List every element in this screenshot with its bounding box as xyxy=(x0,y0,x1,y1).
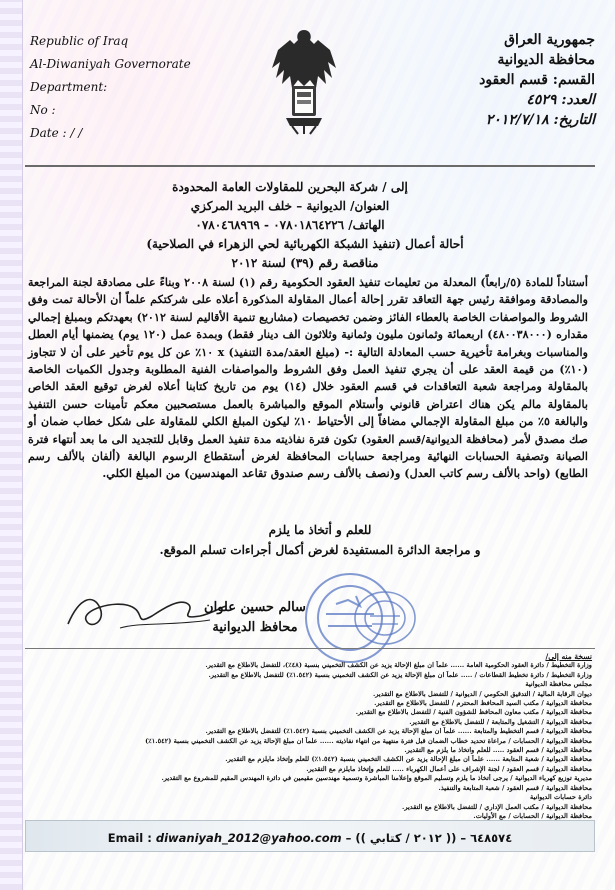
copies-item: محافظة الديوانية / قسم العقود / شعبة المتابعة والتنفيذ. xyxy=(438,783,592,792)
copies-item: وزارة التخطيط / دائرة تخطيط القطاعات / ..... علماً ان مبلغ الإحالة يزيد عن الكشف التخميني بنسبة (١.٥٤٢٪) للتفضل بالاطلاع مع التقدير. xyxy=(208,670,592,679)
addressee-block xyxy=(145,178,435,235)
footer-email-label: Email : xyxy=(107,831,152,845)
copies-divider xyxy=(25,648,595,649)
copies-header: نسخة منه إلى/ xyxy=(545,652,592,661)
addressee-to: إلى / شركة البحرين للمقاولات العامة المحدودة xyxy=(172,180,408,194)
copies-item: دائرة حسابات الديوانية xyxy=(529,793,592,802)
subject-line-1: أحالة أعمال (تنفيذ الشبكة الكهربائية لحي الزهراء في الصلاحية) xyxy=(146,237,464,251)
copies-item: محافظة الديوانية / الحسابات / مع الأوليات. xyxy=(473,811,592,820)
signatory-title: محافظ الديوانية xyxy=(212,620,298,635)
copies-list xyxy=(30,652,592,840)
copies-item: محافظة الديوانية / مكتب معاون المحافظ للشؤون الفنية / للتفضل بالاطلاع مع التقدير. xyxy=(355,708,592,717)
copies-item: محافظة الديوانية / التشغيل والمتابعة / للتفضل بالاطلاع مع التقدير. xyxy=(409,717,592,726)
copies-item: محافظة الديوانية / مكتب العمل الإداري / للتفضل بالاطلاع مع التقدير. xyxy=(402,802,592,811)
copies-item: محافظة الديوانية / مكتب السيد المحافظ المحترم / للتفضل بالاطلاع مع التقدير. xyxy=(374,699,592,708)
header-governorate-en: Al-Diwaniyah Governorate xyxy=(30,57,191,71)
closing-line-1: للعلم و أتخاذ ما يلزم xyxy=(268,523,372,537)
header-number-ar: العدد: ٤٥٢٩ xyxy=(526,92,595,108)
letter-body: أستناداً للمادة (٥/رابعاً) المعدلة من تعليمات تنفيذ العقود الحكومية رقم (١) لسنة ٢٠٠٨ وبناءً على مصادقة لجنة المراجعة والمصادقة وموافقة رئيس جهة التعاقد تقرر إحالة أعمال المقاولة المذكورة أعلاه على شركتكم علماً أن الأحالة تمت وفق الشروط والمواصفات الخاصة بالعطاء الفائز وضمن تخصيصات (مشاريع تنمية الأقاليم لسنة ٢٠١٢) بعهدتكم وبمبلغ إجمالي مقداره (٤٨٠٠٣٨٠٠٠) اربعمائة وثمانون مليون وثمانية وثلاثون الف دينار فقط) وبمدة عمل (١٢٠ يوم) يضمنها أيام العطل والمناسبات وبغرامة تأخيرية حسب المعادلة التالية :- (مبلغ العقد/مدة التنفيذ) x ١٠٪ عن كل يوم تأخير على أن لا تتجاوز (١٠٪) من قيمة العقد على أن يجري تنفيذ العمل وفق الشروط والمواصفات الفنية المطلوبة وجدول الكميات الخاصة بالمقاولة ومراجعة شعبة التعاقدات في قسم العقود خلال (١٤) يوم من تاريخ كتابنا أعلاه لغرض توقيع العقد الخاص بالمقاولة مالم يكن هناك اعتراض قانوني وأستلام الموقع والمباشرة بالعمل مستصحبين معكم تأمينات حسن التنفيذ والبالغة ٥٪ من مبلغ المقاولة الإجمالي مضافاً إلى الأحتياط ١٠٪ ليكون المبلغ الكلي للمقاولة على شكل خطاب ضمان أو صك مصدق لأمر (محافظة الديوانية/قسم العقود) تكون فترة نفاذيته مدة تنفيذ العمل وقابل للتجديد الى ما بعد أنتهاء فترة الصيانة وتصفية الحسابات النهائية ومراجعة حسابات المحافظة لغرض أستقطاع الرسوم البالغة (ألفان بالألف رسم الطابع) (واحد بالألف رسم كاتب العدل) و(نصف بالألف رسم صندوق تقاعد المهندسين) من المبلغ الكلي. xyxy=(28,275,589,481)
iraq-eagle-emblem-icon xyxy=(268,22,340,137)
copies-item: وزارة التخطيط / دائرة العقود الحكومية العامة ...... علماً ان مبلغ الإحالة يزيد عن الكشف التخميني بنسبة (٤٨٪)، للتفضل بالاطلاع مع التقدير. xyxy=(205,661,592,670)
header-english xyxy=(30,30,240,145)
addressee-phone: الهاتف/ ٠٧٨٠١٨٦٤٢٢٦ - ٠٧٨٠٤٦٨٩٦٩ xyxy=(195,218,385,232)
signatory-name: سالم حسين علوان xyxy=(204,600,306,615)
closing-line-2: و مراجعة الدائرة المستفيدة لغرض أكمال أجراءات تسلم الموقع. xyxy=(159,543,481,557)
subject-line-2: مناقصة رقم (٣٩) لسنة ٢٠١٢ xyxy=(231,256,379,270)
header-country-en: Republic of Iraq xyxy=(30,34,129,48)
header-no-en: No : xyxy=(30,103,56,117)
header-governorate-ar: محافظة الديوانية xyxy=(497,52,595,68)
addressee-address: العنوان/ الديوانية – خلف البريد المركزي xyxy=(190,199,390,213)
copies-item: محافظة الديوانية / الحسابات / مراعاة تحديد خطاب الضمان قبل فترة منتهية من انتهاء نفاذيته ...... علماً ان مبلغ الإحالة يزيد عن الكشف التخميني بنسبة (١.٥٤٢٪) xyxy=(145,736,592,745)
copies-item: مديرية توزيع كهرباء الديوانية / يرجى أتخاذ ما يلزم وتسليم الموقع وإعلامنا المباشرة وتسمية مهندسين مقيمين في دائرة المهندس المقيم للمشروع مع التقدير. xyxy=(161,774,592,783)
footer-email[interactable]: diwaniyah_2012@yahoo.com xyxy=(155,831,342,845)
closing-block xyxy=(85,520,555,560)
copies-item: محافظة الديوانية / قسم العقود ..... للعلم واتخاذ ما يلزم مع التقدير. xyxy=(404,746,592,755)
decorative-border xyxy=(0,0,23,890)
footer-ref: – (( ٢٠١٢ / كتابي )) – ٦٤٨٥٧٤ xyxy=(345,831,513,845)
header-divider xyxy=(25,165,595,167)
footer-contact xyxy=(80,831,540,845)
copies-item: ديوان الرقابة المالية / التدقيق الحكومي / الديوانية / للتفضل بالاطلاع مع التقدير. xyxy=(372,689,592,698)
copies-item: محافظة الديوانية / شعبة المتابعة ...... علماً ان مبلغ الإحالة يزيد عن الكشف التخميني بنسبة (١.٥٤٢٪) للعلم وإتخاذ مايلزم مع التقدير. xyxy=(225,755,592,764)
header-department-en: Department: xyxy=(30,80,108,94)
copies-item: مجلس محافظة الديوانية xyxy=(525,680,592,689)
copies-item: محافظة الديوانية / قسم العقود / لجنة الإشراف على أعمال الكهرباء ..... للعلم وإتخاذ مايلزم مع التقدير. xyxy=(306,764,592,773)
header-date-en: Date : / / xyxy=(30,126,83,140)
header-department-ar: القسم: قسم العقود xyxy=(479,72,595,88)
contracts-stamp-icon xyxy=(350,588,420,648)
header-date-ar: التاريخ: ٢٠١٢/٧/١٨ xyxy=(485,112,595,128)
copies-item: محافظة الديوانية / قسم التخطيط والمتابعة ...... علماً ان مبلغ الإحالة يزيد عن الكشف التخميني بنسبة (١.٥٤٢٪) للتفضل بالاطلاع مع التقدير. xyxy=(205,727,592,736)
subject-block xyxy=(135,235,475,273)
header-arabic xyxy=(395,30,595,130)
header-country-ar: جمهورية العراق xyxy=(504,32,595,48)
